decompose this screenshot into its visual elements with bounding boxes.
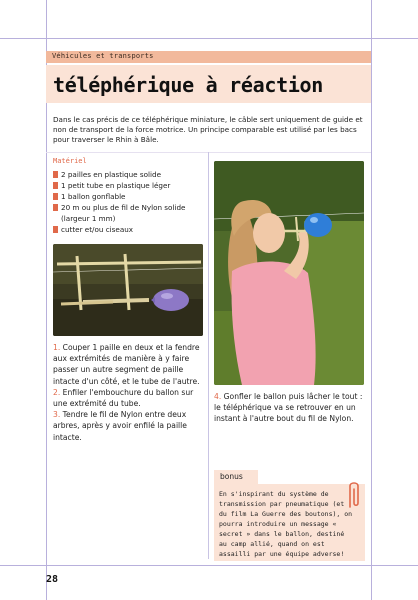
step-text: Tendre le fil de Nylon entre deux arbres, après y avoir enfilé la paille intacte. <box>53 410 187 442</box>
step-1 <box>53 342 205 387</box>
margin-guide-right <box>371 0 372 600</box>
margin-guide-top <box>0 38 418 39</box>
bonus-text: En s'inspirant du système de transmission par pneumatique (et du film La Guerre des boutons), on pourra introduire un message « secret » dans le ballon, destiné au camp allié, quand on est assailli par une équipe adverse! <box>219 490 353 558</box>
step-text: Couper 1 paille en deux et la fendre aux extrémités de manière à y faire passer un autre segment de paille intacte d'un côté, et le tube de l'autre. <box>53 343 200 386</box>
paperclip-icon <box>345 479 363 511</box>
bullet-square-icon <box>53 182 58 189</box>
step-4 <box>214 391 366 425</box>
margin-guide-bottom <box>0 565 418 566</box>
bullet-square-icon <box>53 171 58 178</box>
materials-item: 2 pailles en plastique solide <box>53 169 203 180</box>
step-number: 3. <box>53 410 61 420</box>
steps-left-column <box>53 342 205 443</box>
step-2 <box>53 387 205 409</box>
bonus-label: bonus <box>214 470 258 484</box>
child-launching-photo <box>214 161 364 385</box>
materials-item: 1 ballon gonflable <box>53 191 203 202</box>
column-divider <box>208 152 209 559</box>
section-label: Véhicules et transports <box>52 52 154 60</box>
step-text: Enfiler l'embouchure du ballon sur une extrémité du tube. <box>53 387 194 409</box>
step-number: 2. <box>53 387 61 397</box>
materials-item: 1 petit tube en plastique léger <box>53 180 203 191</box>
materials-item: 20 m ou plus de fil de Nylon solide <box>53 202 203 213</box>
materials-item-continuation: (largeur 1 mm) <box>61 214 116 223</box>
page-title: téléphérique à réaction <box>53 73 324 97</box>
step-number: 1. <box>53 343 61 352</box>
straw-rig-photo <box>53 244 203 336</box>
step-number: 4. <box>214 392 222 401</box>
materials-list <box>53 169 203 235</box>
bullet-square-icon <box>53 226 58 233</box>
bullet-square-icon <box>53 193 58 200</box>
step-3 <box>53 409 205 443</box>
page-number: 28 <box>46 574 59 585</box>
bullet-square-icon <box>53 204 58 211</box>
materials-item: cutter et/ou ciseaux <box>53 224 203 235</box>
intro-paragraph: Dans le cas précis de ce téléphérique miniature, le câble sert uniquement de guide et non de transport de la force motrice. Un principe comparable est utilisé par les bacs pour traverser le Rhin à Bâle. <box>53 115 363 144</box>
materials-heading: Matériel <box>53 157 87 165</box>
step-text: Gonfler le ballon puis lâcher le tout : le téléphérique va se retrouver en un instant à l'autre bout du fil de Nylon. <box>214 392 363 424</box>
